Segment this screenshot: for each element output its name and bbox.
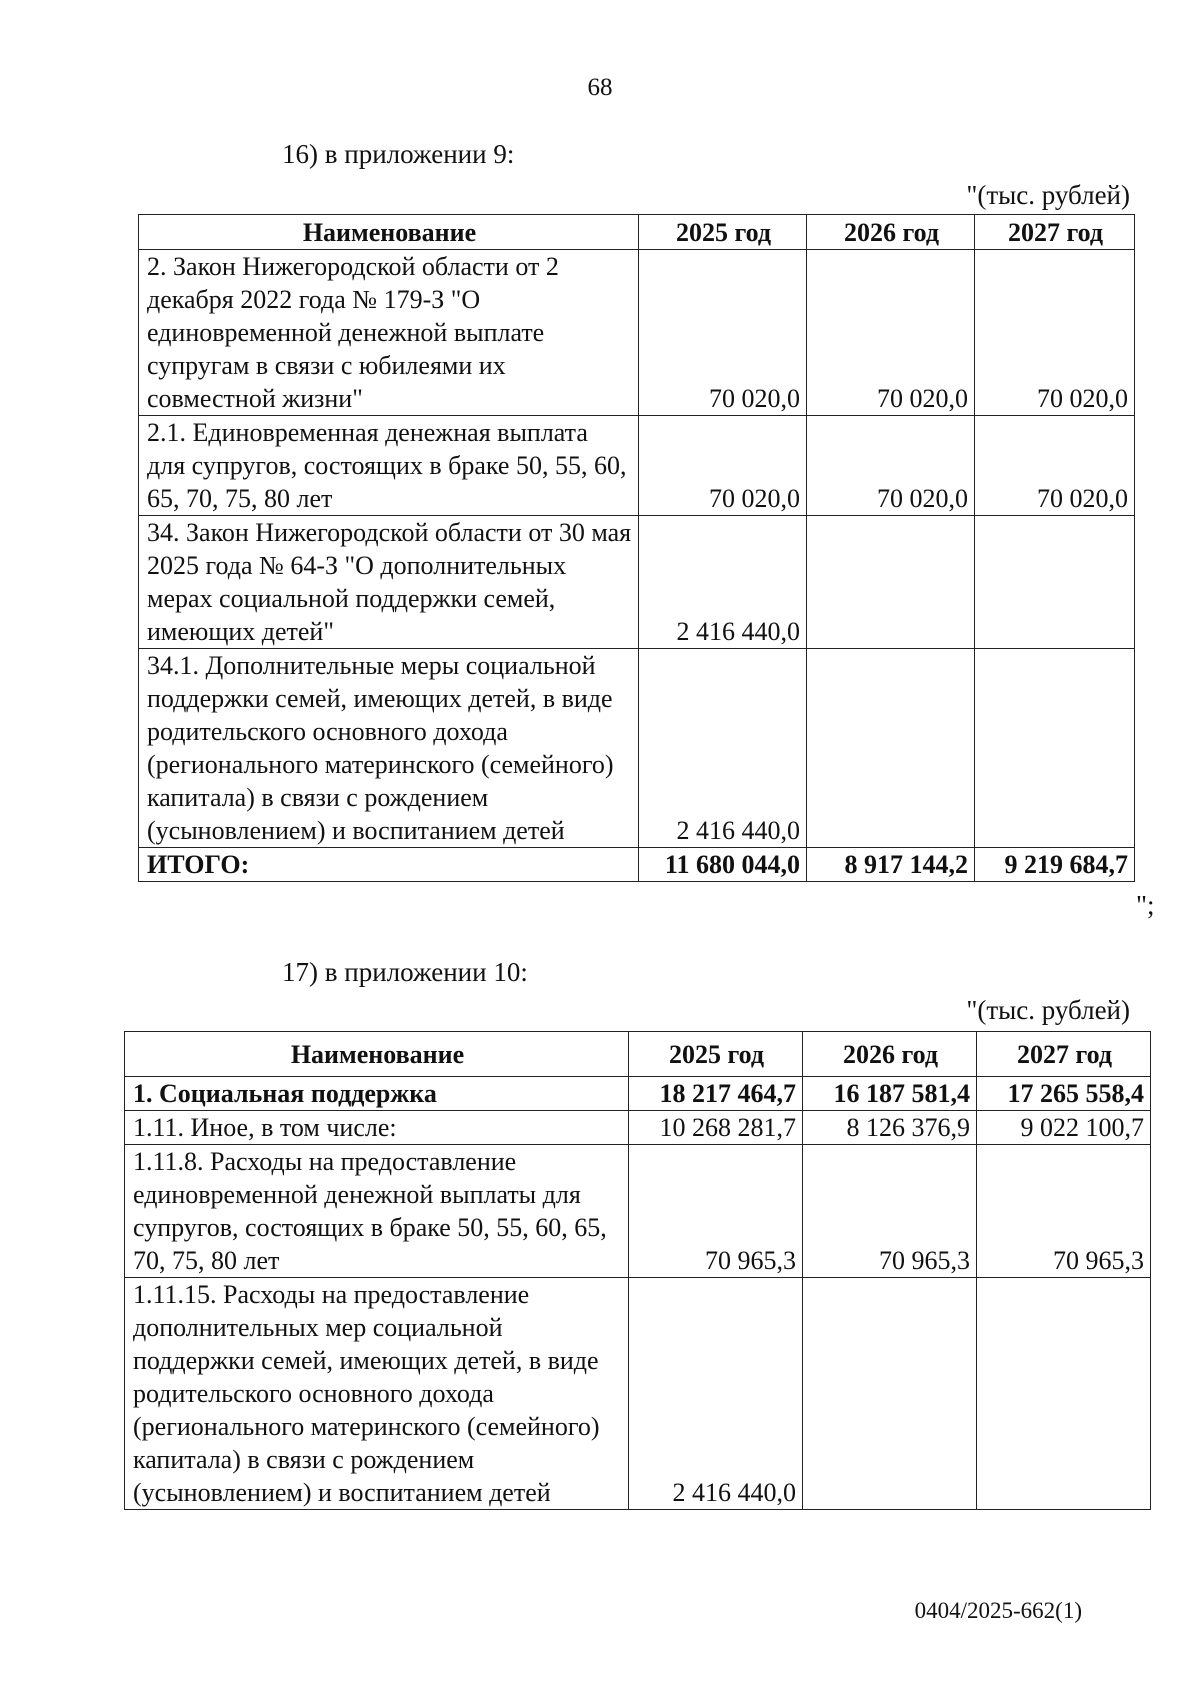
total-value-2026: 8 917 144,2 [807,848,975,882]
row-value-2026: 16 187 581,4 [803,1077,977,1111]
row-name: 1. Социальная поддержка [125,1077,629,1111]
row-name: 1.11.8. Расходы на предоставление единовременной денежной выплаты для супругов, состоящих в браке 50, 55, 60, 65, 70, 75, 80 лет [125,1145,629,1278]
row-value-2025: 18 217 464,7 [629,1077,803,1111]
row-value-2026: 8 126 376,9 [803,1111,977,1145]
column-header-2025: 2025 год [629,1032,803,1077]
row-value-2025: 2 416 440,0 [639,649,807,848]
row-name: 1.11. Иное, в том числе: [125,1111,629,1145]
section-17-heading: 17) в приложении 10: [282,957,528,987]
column-header-name: Наименование [139,215,639,250]
row-name: 1.11.15. Расходы на предоставление дополнительных мер социальной поддержки семей, имеющих детей, в виде родительского основного дохода (регионального материнского (семейного) капитала) в связи с рождением (усыновлением) и воспитанием детей [125,1278,629,1510]
row-value-2025: 10 268 281,7 [629,1111,803,1145]
closing-quote-mark: "; [1136,890,1155,920]
row-value-2027: 70 020,0 [975,416,1135,516]
row-value-2027: 9 022 100,7 [977,1111,1151,1145]
row-value-2026: 70 020,0 [807,416,975,516]
table-row [125,1077,1151,1111]
appendix-10-table [124,1031,1151,1510]
row-value-2026 [807,516,975,649]
table-row [139,516,1135,649]
table-row [139,416,1135,516]
row-value-2027: 70 020,0 [975,250,1135,416]
section-17-units-note: "(тыс. рублей) [966,995,1130,1025]
row-value-2025: 70 020,0 [639,416,807,516]
row-value-2027 [975,516,1135,649]
column-header-2027: 2027 год [977,1032,1151,1077]
row-value-2025: 70 020,0 [639,250,807,416]
row-value-2026 [807,649,975,848]
column-header-2027: 2027 год [975,215,1135,250]
total-value-2027: 9 219 684,7 [975,848,1135,882]
row-value-2025: 2 416 440,0 [639,516,807,649]
row-value-2026: 70 965,3 [803,1145,977,1278]
section-16-units-note: "(тыс. рублей) [966,180,1130,210]
column-header-2026: 2026 год [803,1032,977,1077]
row-value-2025: 2 416 440,0 [629,1278,803,1510]
row-value-2026: 70 020,0 [807,250,975,416]
table-row [125,1278,1151,1510]
table-row [139,649,1135,848]
table-row [125,1145,1151,1278]
document-code: 0404/2025-662(1) [914,1598,1082,1623]
row-name: 34.1. Дополнительные меры социальной поддержки семей, имеющих детей, в виде родительского основного дохода (регионального материнского (семейного) капитала) в связи с рождением (усыновлением) и воспитанием детей [139,649,639,848]
table-header-row [139,215,1135,250]
row-value-2026 [803,1278,977,1510]
total-label: ИТОГО: [139,848,639,882]
table-row [139,250,1135,416]
total-value-2025: 11 680 044,0 [639,848,807,882]
column-header-2025: 2025 год [639,215,807,250]
total-row [139,848,1135,882]
page-number: 68 [587,74,613,101]
table-row [125,1111,1151,1145]
row-name: 2. Закон Нижегородской области от 2 декабря 2022 года № 179-З "О единовременной денежной выплате супругам в связи с юбилеями их совместной жизни" [139,250,639,416]
appendix-9-table [138,214,1135,882]
column-header-name: Наименование [125,1032,629,1077]
section-16-heading: 16) в приложении 9: [282,139,515,169]
row-name: 2.1. Единовременная денежная выплата для супругов, состоящих в браке 50, 55, 60, 65, 70, 75, 80 лет [139,416,639,516]
row-value-2025: 70 965,3 [629,1145,803,1278]
row-value-2027 [975,649,1135,848]
row-name: 34. Закон Нижегородской области от 30 мая 2025 года № 64-З "О дополнительных мерах социальной поддержки семей, имеющих детей" [139,516,639,649]
row-value-2027: 70 965,3 [977,1145,1151,1278]
row-value-2027: 17 265 558,4 [977,1077,1151,1111]
table-header-row [125,1032,1151,1077]
row-value-2027 [977,1278,1151,1510]
column-header-2026: 2026 год [807,215,975,250]
